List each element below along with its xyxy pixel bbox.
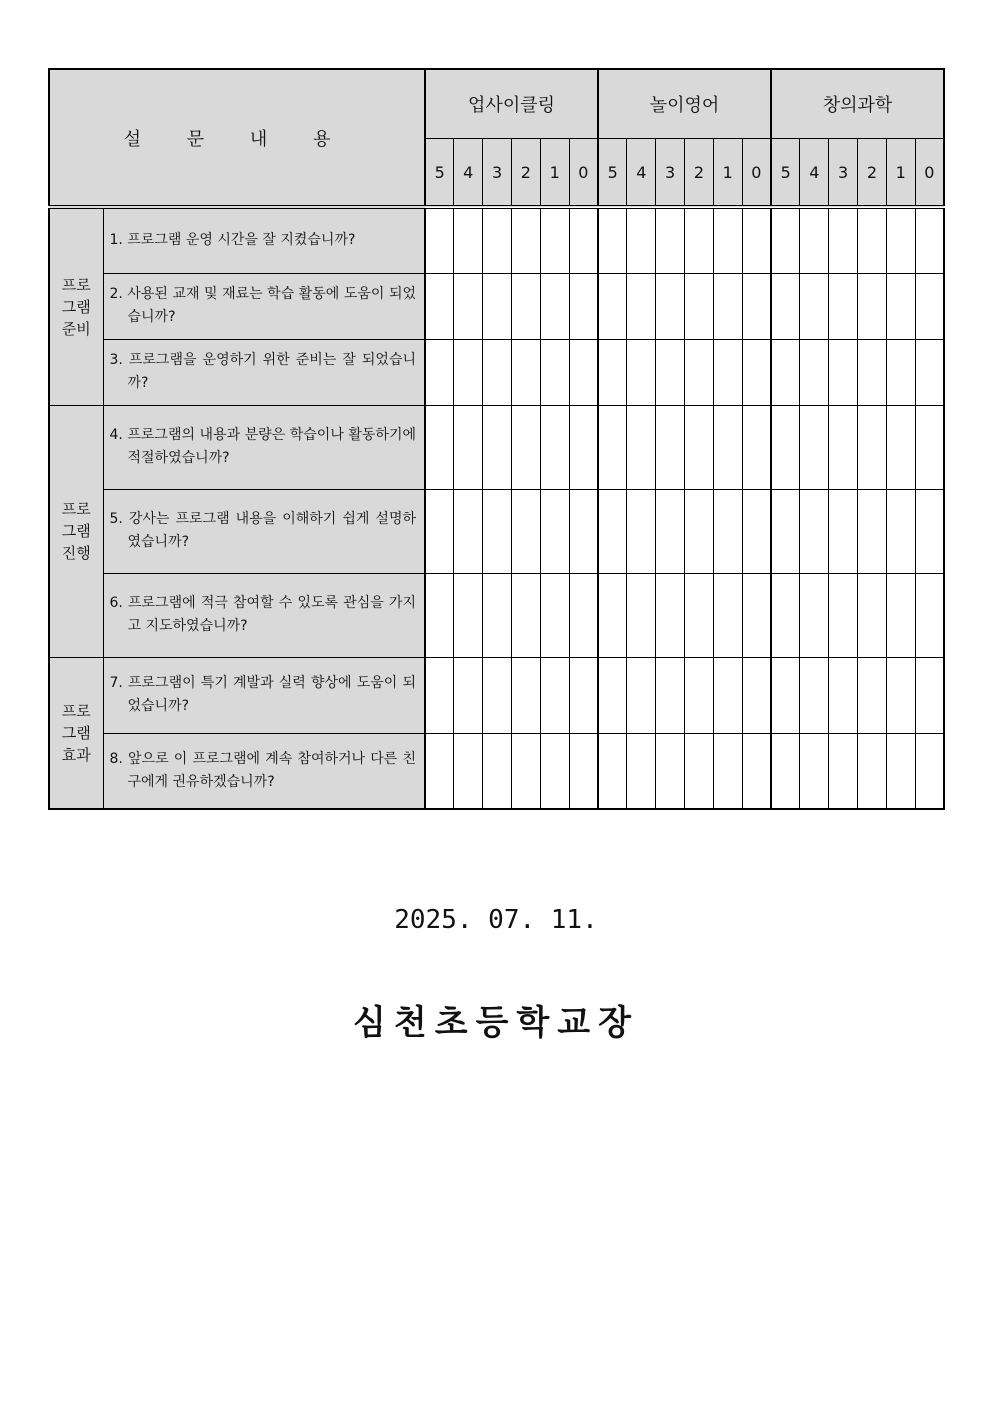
rating-cell[interactable] <box>685 405 714 489</box>
scale-score: 2 <box>858 139 887 208</box>
rating-cell[interactable] <box>483 573 512 657</box>
scale-score: 2 <box>511 139 540 208</box>
rating-cell[interactable] <box>771 207 800 273</box>
rating-cell[interactable] <box>886 733 915 809</box>
rating-cell[interactable] <box>685 733 714 809</box>
rating-cell[interactable] <box>598 339 627 405</box>
rating-cell[interactable] <box>771 339 800 405</box>
question-text: 7. 프로그램이 특기 계발과 실력 향상에 도움이 되었습니까? <box>109 675 416 714</box>
category-line: 프로 <box>61 500 91 518</box>
rating-cell[interactable] <box>598 733 627 809</box>
question-text: 2. 사용된 교재 및 재료는 학습 활동에 도움이 되었습니까? <box>109 286 416 325</box>
rating-cell[interactable] <box>540 405 569 489</box>
question-row <box>49 339 944 405</box>
rating-cell[interactable] <box>627 273 656 339</box>
rating-cell[interactable] <box>540 657 569 733</box>
question-text-cell <box>103 273 425 339</box>
rating-cell[interactable] <box>425 657 454 733</box>
rating-cell[interactable] <box>915 657 944 733</box>
rating-cell[interactable] <box>771 657 800 733</box>
rating-cell[interactable] <box>425 733 454 809</box>
scale-score: 0 <box>742 139 771 208</box>
rating-cell[interactable] <box>886 489 915 573</box>
rating-cell[interactable] <box>771 489 800 573</box>
rating-cell[interactable] <box>598 273 627 339</box>
rating-cell[interactable] <box>454 405 483 489</box>
rating-cell[interactable] <box>915 405 944 489</box>
rating-cell[interactable] <box>685 339 714 405</box>
question-text: 3. 프로그램을 운영하기 위한 준비는 잘 되었습니까? <box>109 352 416 391</box>
group-header-upcycling: 업사이클링 <box>425 69 598 139</box>
rating-cell[interactable] <box>800 489 829 573</box>
rating-cell[interactable] <box>656 573 685 657</box>
scale-score: 1 <box>713 139 742 208</box>
category-line: 준비 <box>61 319 91 338</box>
rating-cell[interactable] <box>511 489 540 573</box>
rating-cell[interactable] <box>425 405 454 489</box>
rating-cell[interactable] <box>656 489 685 573</box>
question-text-cell <box>103 733 425 809</box>
rating-cell[interactable] <box>627 339 656 405</box>
rating-cell[interactable] <box>800 339 829 405</box>
category-label <box>49 657 103 809</box>
rating-cell[interactable] <box>858 733 887 809</box>
rating-cell[interactable] <box>425 573 454 657</box>
rating-cell[interactable] <box>569 273 598 339</box>
rating-cell[interactable] <box>800 207 829 273</box>
signer-name: 심천초등학교장 <box>353 1003 639 1043</box>
rating-cell[interactable] <box>858 405 887 489</box>
rating-cell[interactable] <box>858 489 887 573</box>
scale-score: 0 <box>569 139 598 208</box>
rating-cell[interactable] <box>540 489 569 573</box>
category-label <box>49 207 103 405</box>
rating-cell[interactable] <box>800 273 829 339</box>
rating-cell[interactable] <box>454 339 483 405</box>
rating-cell[interactable] <box>598 573 627 657</box>
rating-cell[interactable] <box>858 573 887 657</box>
rating-cell[interactable] <box>800 405 829 489</box>
rating-cell[interactable] <box>540 573 569 657</box>
group-header-play-english: 놀이영어 <box>598 69 771 139</box>
rating-cell[interactable] <box>569 405 598 489</box>
document-date: 2025. 07. 11. <box>394 905 598 935</box>
group-header-creative-science: 창의과학 <box>771 69 944 139</box>
rating-cell[interactable] <box>713 339 742 405</box>
rating-cell[interactable] <box>742 573 771 657</box>
question-row <box>49 489 944 573</box>
rating-cell[interactable] <box>656 273 685 339</box>
category-line: 효과 <box>61 745 91 764</box>
rating-cell[interactable] <box>915 273 944 339</box>
rating-cell[interactable] <box>886 339 915 405</box>
rating-cell[interactable] <box>598 207 627 273</box>
question-text-cell <box>103 489 425 573</box>
rating-cell[interactable] <box>454 573 483 657</box>
scale-score: 5 <box>771 139 800 208</box>
rating-cell[interactable] <box>858 273 887 339</box>
rating-cell[interactable] <box>742 489 771 573</box>
question-text: 4. 프로그램의 내용과 분량은 학습이나 활동하기에 적절하였습니까? <box>109 427 416 466</box>
rating-cell[interactable] <box>483 207 512 273</box>
rating-cell[interactable] <box>540 733 569 809</box>
rating-cell[interactable] <box>511 657 540 733</box>
question-text: 6. 프로그램에 적극 참여할 수 있도록 관심을 가지고 지도하였습니까? <box>109 595 416 634</box>
rating-cell[interactable] <box>685 657 714 733</box>
rating-cell[interactable] <box>454 273 483 339</box>
category-line: 그램 <box>61 297 91 316</box>
rating-cell[interactable] <box>800 657 829 733</box>
rating-cell[interactable] <box>829 573 858 657</box>
rating-cell[interactable] <box>483 273 512 339</box>
scale-score: 1 <box>540 139 569 208</box>
rating-cell[interactable] <box>454 657 483 733</box>
rating-cell[interactable] <box>771 733 800 809</box>
question-row <box>49 405 944 489</box>
rating-cell[interactable] <box>800 573 829 657</box>
rating-cell[interactable] <box>569 657 598 733</box>
rating-cell[interactable] <box>713 489 742 573</box>
rating-cell[interactable] <box>540 207 569 273</box>
rating-cell[interactable] <box>483 339 512 405</box>
rating-cell[interactable] <box>511 405 540 489</box>
category-label <box>49 405 103 657</box>
scale-score: 4 <box>454 139 483 208</box>
rating-cell[interactable] <box>829 207 858 273</box>
question-row <box>49 273 944 339</box>
scale-score: 0 <box>915 139 944 208</box>
scale-score: 3 <box>483 139 512 208</box>
rating-cell[interactable] <box>800 733 829 809</box>
rating-cell[interactable] <box>886 405 915 489</box>
question-row <box>49 733 944 809</box>
survey-body <box>49 207 944 809</box>
rating-cell[interactable] <box>627 657 656 733</box>
rating-cell[interactable] <box>598 405 627 489</box>
rating-cell[interactable] <box>656 339 685 405</box>
rating-cell[interactable] <box>742 657 771 733</box>
question-text-cell <box>103 657 425 733</box>
question-text-cell <box>103 405 425 489</box>
scale-score: 3 <box>829 139 858 208</box>
rating-cell[interactable] <box>742 207 771 273</box>
rating-cell[interactable] <box>915 489 944 573</box>
rating-cell[interactable] <box>886 207 915 273</box>
rating-cell[interactable] <box>656 207 685 273</box>
scale-score: 5 <box>598 139 627 208</box>
rating-cell[interactable] <box>656 405 685 489</box>
rating-cell[interactable] <box>829 405 858 489</box>
rating-cell[interactable] <box>685 273 714 339</box>
rating-cell[interactable] <box>713 657 742 733</box>
rating-cell[interactable] <box>540 273 569 339</box>
category-line: 진행 <box>61 544 91 562</box>
rating-cell[interactable] <box>569 339 598 405</box>
rating-cell[interactable] <box>771 405 800 489</box>
rating-cell[interactable] <box>915 733 944 809</box>
scale-score: 4 <box>800 139 829 208</box>
question-text: 1. 프로그램 운영 시간을 잘 지켰습니까? <box>109 232 356 249</box>
rating-cell[interactable] <box>886 573 915 657</box>
rating-cell[interactable] <box>627 405 656 489</box>
category-line: 그램 <box>61 522 91 540</box>
rating-cell[interactable] <box>627 489 656 573</box>
rating-cell[interactable] <box>483 489 512 573</box>
rating-cell[interactable] <box>425 207 454 273</box>
question-text-cell <box>103 207 425 273</box>
rating-cell[interactable] <box>425 273 454 339</box>
category-line: 그램 <box>61 723 91 742</box>
rating-cell[interactable] <box>915 207 944 273</box>
rating-cell[interactable] <box>915 339 944 405</box>
rating-cell[interactable] <box>858 207 887 273</box>
category-line: 프로 <box>61 275 91 294</box>
rating-cell[interactable] <box>511 573 540 657</box>
rating-cell[interactable] <box>915 573 944 657</box>
rating-cell[interactable] <box>627 573 656 657</box>
rating-cell[interactable] <box>713 273 742 339</box>
survey-table <box>48 68 945 810</box>
rating-cell[interactable] <box>483 733 512 809</box>
question-text: 5. 강사는 프로그램 내용을 이해하기 쉽게 설명하였습니까? <box>109 511 416 550</box>
rating-cell[interactable] <box>713 733 742 809</box>
rating-cell[interactable] <box>511 733 540 809</box>
rating-cell[interactable] <box>685 573 714 657</box>
rating-cell[interactable] <box>829 489 858 573</box>
rating-cell[interactable] <box>713 573 742 657</box>
question-row <box>49 573 944 657</box>
scale-score: 4 <box>627 139 656 208</box>
rating-cell[interactable] <box>483 657 512 733</box>
rating-cell[interactable] <box>540 339 569 405</box>
question-text: 8. 앞으로 이 프로그램에 계속 참여하거나 다른 친구에게 권유하겠습니까? <box>109 750 416 790</box>
rating-cell[interactable] <box>829 339 858 405</box>
rating-cell[interactable] <box>829 657 858 733</box>
rating-cell[interactable] <box>569 207 598 273</box>
question-text-cell <box>103 573 425 657</box>
rating-cell[interactable] <box>454 733 483 809</box>
rating-cell[interactable] <box>858 339 887 405</box>
rating-cell[interactable] <box>656 657 685 733</box>
rating-cell[interactable] <box>713 207 742 273</box>
rating-cell[interactable] <box>425 489 454 573</box>
rating-cell[interactable] <box>454 207 483 273</box>
rating-cell[interactable] <box>483 405 512 489</box>
scale-score: 1 <box>886 139 915 208</box>
table-title: 설 문 내 용 <box>49 69 425 207</box>
rating-cell[interactable] <box>685 489 714 573</box>
rating-cell[interactable] <box>886 657 915 733</box>
question-row <box>49 207 944 273</box>
rating-cell[interactable] <box>858 657 887 733</box>
rating-cell[interactable] <box>598 657 627 733</box>
rating-cell[interactable] <box>771 573 800 657</box>
rating-cell[interactable] <box>771 273 800 339</box>
rating-cell[interactable] <box>742 405 771 489</box>
scale-score: 3 <box>656 139 685 208</box>
rating-cell[interactable] <box>627 733 656 809</box>
scale-score: 5 <box>425 139 454 208</box>
rating-cell[interactable] <box>598 489 627 573</box>
rating-cell[interactable] <box>569 489 598 573</box>
rating-cell[interactable] <box>713 405 742 489</box>
rating-cell[interactable] <box>829 273 858 339</box>
rating-cell[interactable] <box>685 207 714 273</box>
category-line: 프로 <box>61 701 91 720</box>
rating-cell[interactable] <box>511 339 540 405</box>
rating-cell[interactable] <box>425 339 454 405</box>
rating-cell[interactable] <box>829 733 858 809</box>
rating-cell[interactable] <box>511 273 540 339</box>
question-text-cell <box>103 339 425 405</box>
rating-cell[interactable] <box>569 733 598 809</box>
rating-cell[interactable] <box>627 207 656 273</box>
question-row <box>49 657 944 733</box>
rating-cell[interactable] <box>742 733 771 809</box>
rating-cell[interactable] <box>886 273 915 339</box>
rating-cell[interactable] <box>569 573 598 657</box>
rating-cell[interactable] <box>511 207 540 273</box>
rating-cell[interactable] <box>656 733 685 809</box>
scale-score: 2 <box>685 139 714 208</box>
rating-cell[interactable] <box>454 489 483 573</box>
rating-cell[interactable] <box>742 273 771 339</box>
rating-cell[interactable] <box>742 339 771 405</box>
